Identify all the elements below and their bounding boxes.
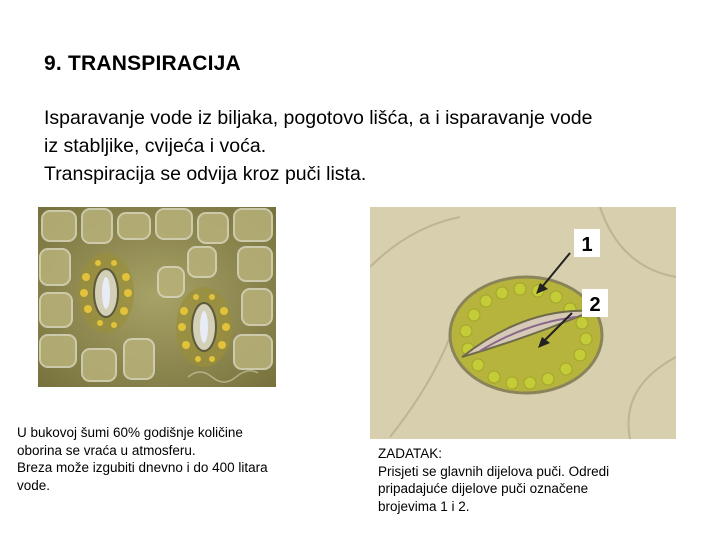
stoma-labeled-illustration <box>370 207 676 439</box>
intro-text <box>44 104 684 188</box>
stoma-micrograph-right <box>370 207 676 439</box>
task-line: pripadajuće dijelove puči označene <box>378 481 589 496</box>
note-line: vode. <box>17 477 51 493</box>
note-line: U bukovoj šumi 60% godišnje količine <box>17 425 243 440</box>
task-heading: ZADATAK: <box>378 446 443 461</box>
note-line: oborina se vraća u atmosferu. <box>17 442 196 458</box>
intro-line: iz stabljike, cvijeća i voća. <box>44 135 267 157</box>
stomata-micrograph-left <box>38 207 276 387</box>
note-line: Breza može izgubiti dnevno i do 400 litara <box>17 460 268 475</box>
intro-line: Transpiracija se odvija kroz puči lista. <box>44 163 367 185</box>
task-box <box>378 445 678 515</box>
beech-forest-note <box>17 424 337 494</box>
task-line: brojevima 1 i 2. <box>378 498 470 514</box>
slide-title: 9. TRANSPIRACIJA <box>44 52 241 75</box>
intro-line: Isparavanje vode iz biljaka, pogotovo lišća, a i isparavanje vode <box>44 107 593 129</box>
task-line: Prisjeti se glavnih dijelova puči. Odredi <box>378 463 610 479</box>
stomata-micrograph-illustration <box>38 207 276 387</box>
stoma-label-1: 1 <box>581 234 593 256</box>
stoma-label-2: 2 <box>589 294 601 316</box>
